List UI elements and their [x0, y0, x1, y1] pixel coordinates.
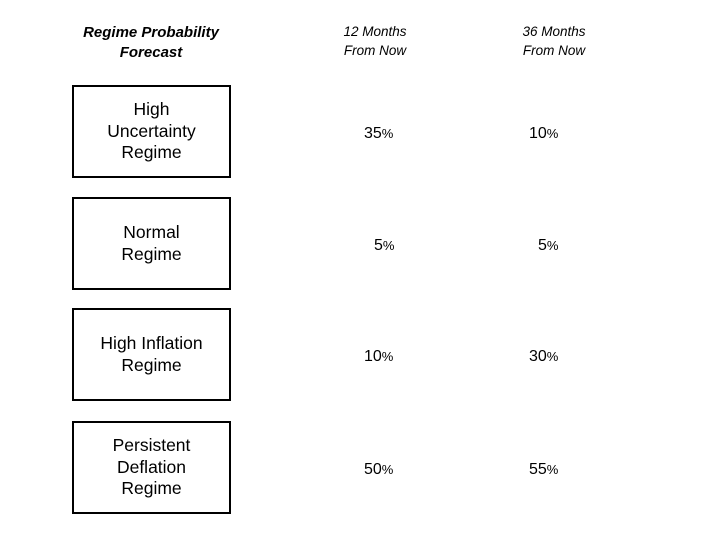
percent-sign: % [381, 462, 394, 477]
percent-sign: % [546, 238, 559, 253]
regime-box-high-inflation [72, 308, 231, 401]
value-number: 5 [374, 237, 383, 254]
table-title [60, 23, 242, 63]
value-number: 30 [529, 348, 547, 365]
table-title-line-2: Forecast [119, 44, 183, 61]
table-title-line-1: Regime Probability [83, 24, 219, 41]
value-number: 5 [538, 237, 547, 254]
regime-label-line: Regime [121, 478, 182, 499]
percent-sign: % [382, 238, 395, 253]
regime-label-line: High Inflation [100, 333, 203, 353]
regime-label-line: Regime [121, 142, 182, 163]
column-header-12-months-line-1: 12 Months [343, 24, 407, 39]
column-header-12-months [305, 22, 445, 60]
percent-sign: % [546, 349, 559, 364]
regime-label [100, 333, 202, 376]
value-number: 55 [529, 461, 547, 478]
value-number: 50 [364, 461, 382, 478]
value-36-months-persistent-deflation [529, 460, 558, 480]
regime-label-line: Regime [121, 354, 182, 375]
value-12-months-high-uncertainty [364, 124, 393, 144]
column-header-36-months-line-1: 36 Months [522, 24, 586, 39]
regime-box-persistent-deflation [72, 421, 231, 514]
value-12-months-persistent-deflation [364, 460, 393, 480]
regime-label-line: Deflation [116, 456, 187, 477]
percent-sign: % [381, 126, 394, 141]
column-header-36-months [484, 22, 624, 60]
value-36-months-normal [538, 236, 558, 256]
percent-sign: % [546, 462, 559, 477]
value-number: 35 [364, 125, 382, 142]
value-number: 10 [529, 125, 547, 142]
regime-label [121, 222, 181, 265]
value-36-months-high-uncertainty [529, 124, 558, 144]
value-number: 10 [364, 348, 382, 365]
value-12-months-high-inflation [364, 347, 393, 367]
regime-box-normal [72, 197, 231, 290]
regime-label [107, 99, 196, 164]
value-36-months-high-inflation [529, 347, 558, 367]
regime-label-line: Uncertainty [107, 120, 196, 141]
regime-label-line: Persistent [112, 435, 191, 456]
percent-sign: % [381, 349, 394, 364]
column-header-12-months-line-2: From Now [343, 43, 407, 58]
regime-label-line: Normal [123, 222, 180, 242]
regime-label-line: Regime [121, 243, 182, 264]
value-12-months-normal [374, 236, 394, 256]
regime-label [113, 435, 191, 500]
percent-sign: % [546, 126, 559, 141]
column-header-36-months-line-2: From Now [522, 43, 586, 58]
regime-label-line: High [133, 99, 170, 120]
regime-box-high-uncertainty [72, 85, 231, 178]
